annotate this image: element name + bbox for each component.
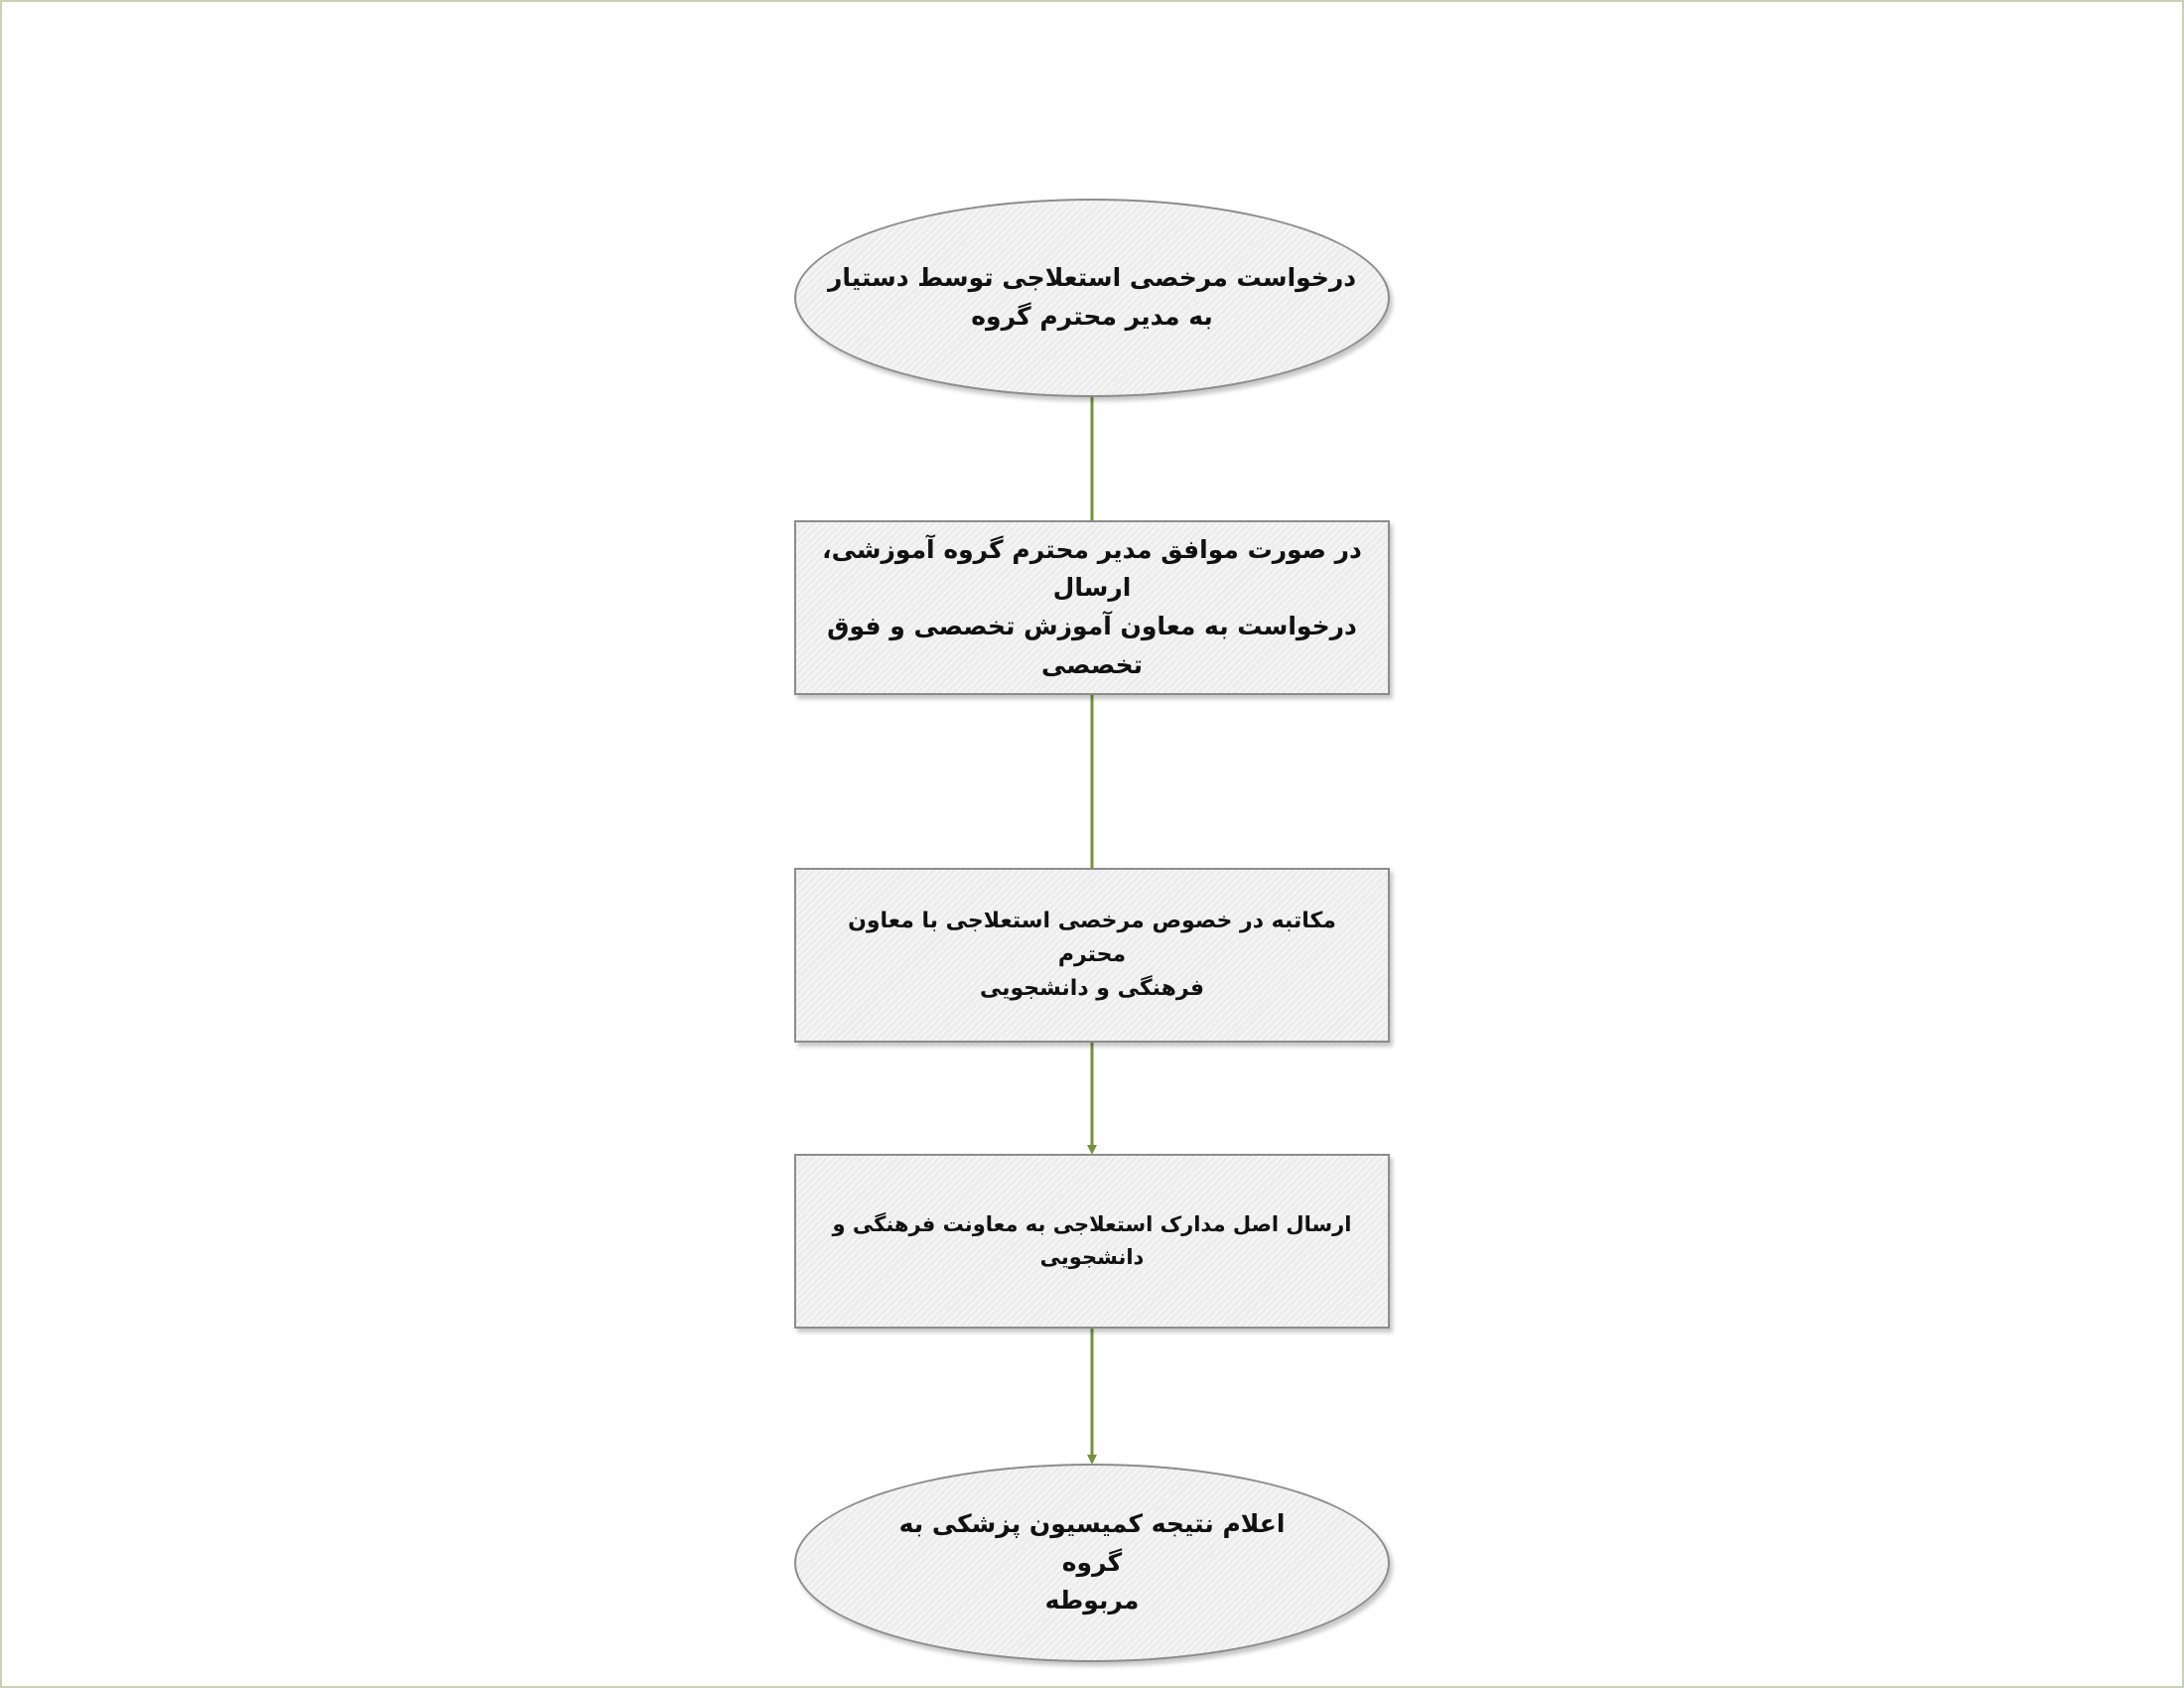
process-node-correspondence [794,868,1390,1043]
start-node-leave-request [794,199,1390,397]
process-node-send-documents [794,1154,1390,1329]
node-text-line: اعلام نتیجه کمیسیون پزشکی به گروه [898,1508,1286,1577]
node-text-line: مکاتبه در خصوص مرخصی استعلاجی با معاون محترم [848,908,1336,967]
node-text-line: فرهنگی و دانشجویی [979,976,1204,1002]
process-node-forward-to-deputy [794,520,1390,695]
node-text-line: به مدیر محترم گروه [971,302,1213,331]
node-text-line: ارسال اصل مدارک استعلاجی به معاونت فرهنگی و دانشجویی [832,1212,1352,1269]
node-text-line: مربوطه [1044,1586,1140,1616]
node-text-line: درخواست به معاون آموزش تخصصی و فوق [827,612,1357,640]
node-text-line: درخواست مرخصی استعلاجی توسط دستیار [827,263,1357,293]
node-text-line: تخصصی [1041,649,1143,679]
end-node-announce-result [794,1464,1390,1662]
node-text-line: در صورت موافق مدیر محترم گروه آموزشی، ارسال [822,534,1362,603]
